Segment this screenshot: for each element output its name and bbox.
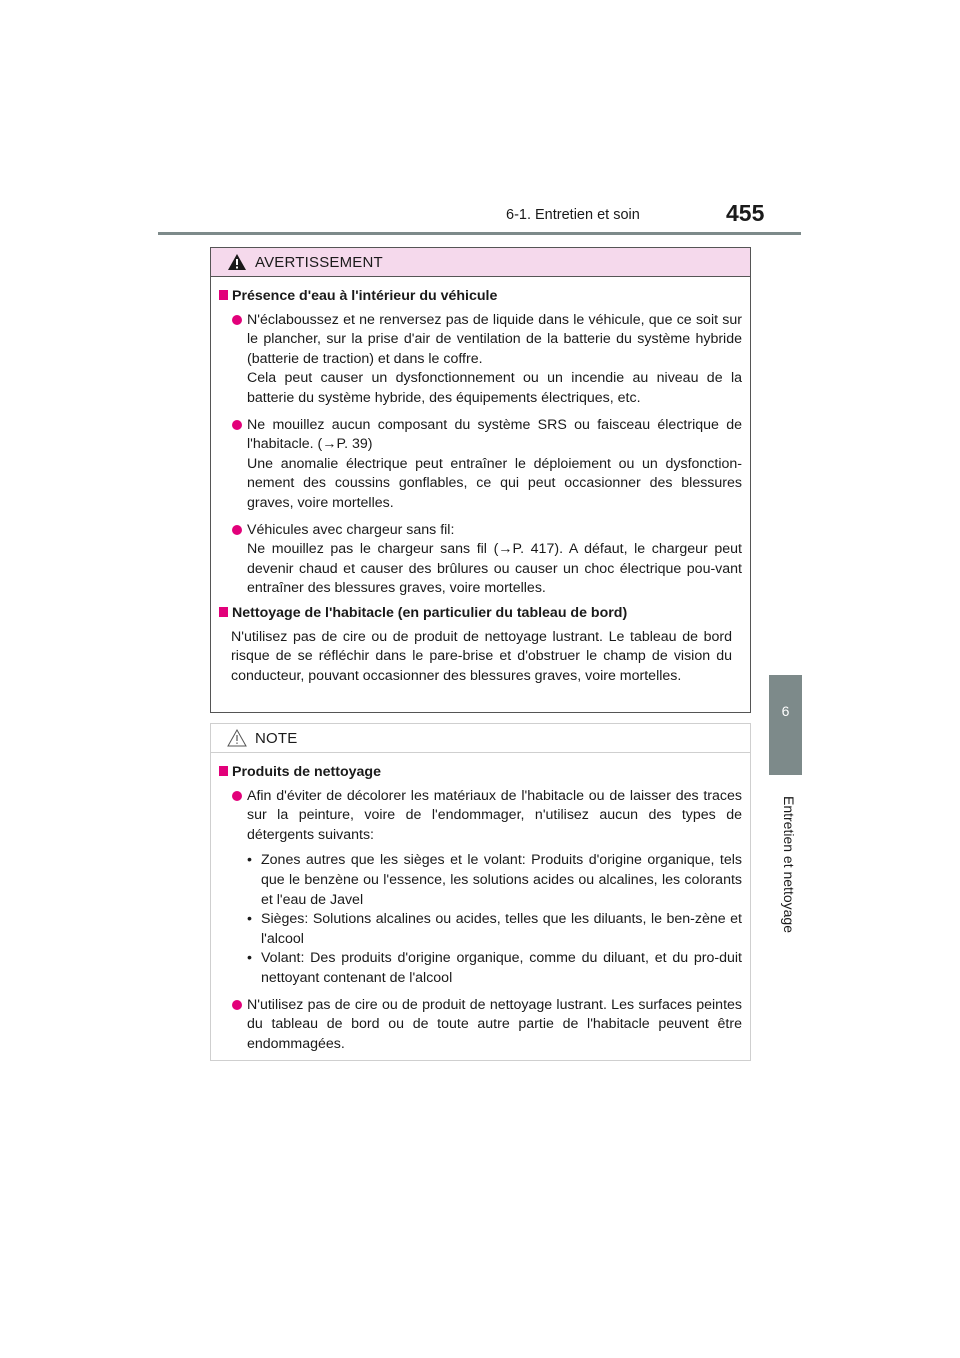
- bullet-text: Véhicules avec chargeur sans fil:: [247, 521, 455, 538]
- warning-section-title: Présence d'eau à l'intérieur du véhicule: [219, 287, 742, 307]
- header-section-label: 6-1. Entretien et soin: [506, 207, 640, 223]
- sub-bullet-mark: •: [247, 911, 252, 928]
- sub-item-text: Zones autres que les sièges et le volant: Produits d'origine organique, tels que le benzène ou l'essence, les solutions acides ou alcalines, les colorants et l'eau de Javel: [261, 852, 742, 908]
- bullet-dot-icon: [232, 1000, 242, 1010]
- warning-triangle-icon: [227, 253, 247, 271]
- chapter-tab-number: 6: [781, 703, 790, 719]
- warning-body: [211, 277, 750, 686]
- bullet-dot-icon: [232, 315, 242, 325]
- bullet-text-continued: Cela peut causer un dysfonctionnement ou un incendie au niveau de la batterie du système hybride, des équipements électriques, etc.: [247, 370, 742, 406]
- sub-list-item: [247, 910, 742, 949]
- sub-list-item: [247, 851, 742, 910]
- header-rule: [158, 232, 801, 235]
- note-bullet: [231, 996, 742, 1055]
- note-body: [211, 753, 750, 1054]
- warning-section-text: N'utilisez pas de cire ou de produit de nettoyage lustrant. Le tableau de bord risque de se réfléchir dans le pare-brise et d'obstruer le champ de vision du conducteur, pouvant occasionner des blessures graves, voire mortelles.: [231, 628, 732, 684]
- note-bullet: [231, 787, 742, 989]
- sub-item-text: Volant: Des produits d'origine organique, comme du diluant, et du pro-duit nettoyant contenant de l'alcool: [261, 950, 742, 986]
- chapter-title-vertical: Entretien et nettoyage: [781, 796, 797, 933]
- warning-bullet: [231, 311, 742, 409]
- warning-title: AVERTISSEMENT: [255, 253, 383, 271]
- caution-triangle-icon: [227, 729, 247, 747]
- sub-bullet-mark: •: [247, 950, 252, 967]
- page-number: 455: [726, 200, 765, 226]
- section-marker-icon: [219, 766, 228, 776]
- note-box: [210, 723, 751, 1061]
- warning-bullet: [231, 521, 742, 599]
- warning-section-title: Nettoyage de l'habitacle (en particulier du tableau de bord): [219, 604, 742, 624]
- sub-item-text: Sièges: Solutions alcalines ou acides, telles que les diluants, le ben-zène et l'alcool: [261, 911, 742, 947]
- section-marker-icon: [219, 290, 228, 300]
- bullet-dot-icon: [232, 525, 242, 535]
- bullet-text: N'utilisez pas de cire ou de produit de nettoyage lustrant. Les surfaces peintes du tableau de bord ou de toute autre partie de l'habitacle peuvent être endommagées.: [247, 996, 742, 1052]
- bullet-text: N'éclaboussez et ne renversez pas de liquide dans le véhicule, que ce soit sur le plancher, sur la prise d'air de ventilation de la batterie du système hybride (batterie de traction) et dans le coffre.: [247, 311, 742, 367]
- warning-box: [210, 247, 751, 713]
- bullet-dot-icon: [232, 791, 242, 801]
- sub-list-item: [247, 949, 742, 988]
- note-header: [211, 724, 750, 753]
- bullet-dot-icon: [232, 420, 242, 430]
- section-marker-icon: [219, 607, 228, 617]
- note-title: NOTE: [255, 729, 298, 747]
- sub-bullet-mark: •: [247, 852, 252, 869]
- bullet-text-continued: Ne mouillez pas le chargeur sans fil (→P. 417). A défaut, le chargeur peut devenir chaud et causer des brûlures ou causer un choc électrique pou-vant entraîner des blessures graves, voire mortelles.: [247, 541, 742, 597]
- note-section-title: Produits de nettoyage: [219, 763, 742, 783]
- warning-header: [211, 248, 750, 277]
- bullet-text: Ne mouillez aucun composant du système SRS ou faisceau électrique de l'habitacle. (→P. 39): [247, 416, 742, 453]
- warning-bullet: [231, 416, 742, 514]
- sub-list: [247, 851, 742, 988]
- chapter-tab: [769, 675, 802, 775]
- bullet-text-continued: Une anomalie électrique peut entraîner le déploiement ou un dysfonction-nement des coussins gonflables, ce qui peut occasionner des blessures graves, voire mortelles.: [247, 455, 742, 511]
- bullet-text: Afin d'éviter de décolorer les matériaux de l'habitacle ou de laisser des traces sur la peinture, voire de l'endommager, n'utilisez aucun des types de détergents suivants:: [247, 787, 742, 843]
